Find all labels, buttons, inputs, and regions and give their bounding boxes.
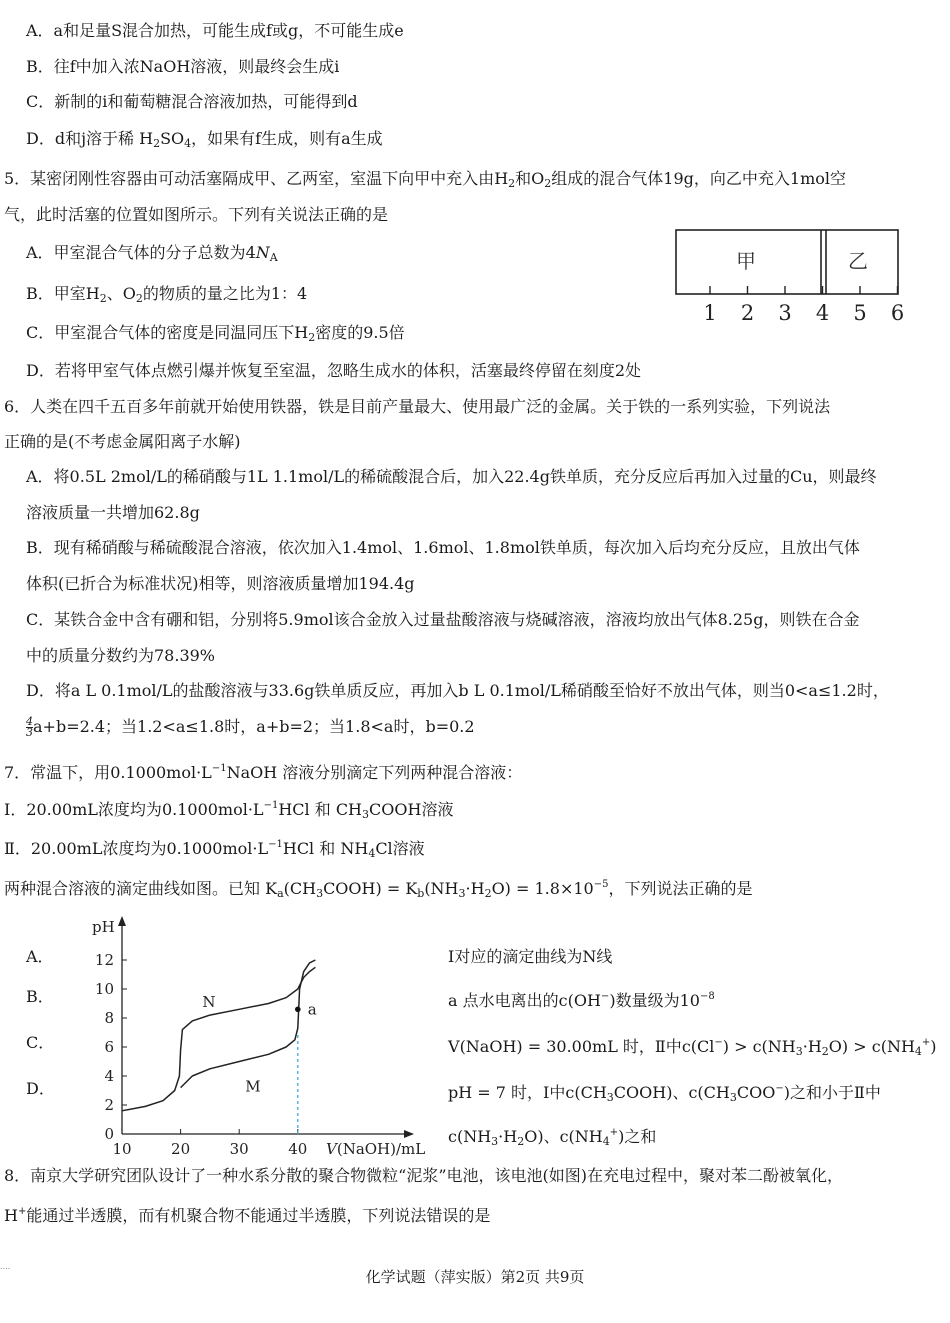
q5-option-c: C．甲室混合气体的密度是同温同压下$H_2$密度的9.5倍 xyxy=(26,323,405,344)
q6-option-b-line1: B．现有稀硝酸与稀硫酸混合溶液，依次加入1.4mol、1.6mol、1.8mol铁单质，每次加入后均充分反应，且放出气体 xyxy=(26,538,860,557)
q5-stem-line2: 气，此时活塞的位置如图所示。下列有关说法正确的是 xyxy=(4,205,389,224)
chart-axes xyxy=(92,916,425,1158)
q6-option-b-line2: 体积(已折合为标准状况)相等，则溶液质量增加194.4g xyxy=(26,574,415,593)
chart-ticks xyxy=(95,951,307,1158)
q7-option-b-letter: B． xyxy=(26,987,54,1006)
q6-option-c-line2: 中的质量分数约为78.39% xyxy=(26,646,216,665)
series-M-line xyxy=(181,960,316,1088)
x-tick-label-40: 40 xyxy=(288,1140,308,1158)
q6-option-a-line1: A．将0.5L 2mol/L的稀硝酸与1L 1.1mol/L的稀硫酸混合后，加入22.4g铁单质，充分反应后再加入过量的Cu，则最终 xyxy=(26,467,877,486)
fraction-four-thirds: $\frac{4}{3}$ xyxy=(26,715,33,739)
point-a-label: a xyxy=(307,1000,317,1019)
q8-stem-line2: H+能通过半透膜，而有机聚合物不能通过半透膜，下列说法错误的是 xyxy=(4,1206,491,1225)
q5-option-b: B．甲室$H_2$、$O_2$的物质的量之比为1：4 xyxy=(26,284,308,305)
formula-h2so4: $H_2SO_4$ xyxy=(139,129,192,150)
q5-option-d: D．若将甲室气体点燃引爆并恢复至室温，忽略生成水的体积，活塞最终停留在刻度2处 xyxy=(26,361,642,380)
q7-option-c-text: V(NaOH) = 30.00mL 时，Ⅱ中$c(Cl^-) > c(NH_3\cdot H_2O) > c(NH_4^+)$ xyxy=(448,1037,937,1058)
y-tick-label-4: 4 xyxy=(104,1067,114,1085)
x-axis-arrow xyxy=(404,1130,414,1138)
chamber-jia-label: 甲 xyxy=(736,249,756,273)
series-N-line xyxy=(122,967,315,1111)
piston-tick-label-1: 1 xyxy=(703,301,717,325)
x-tick-label-20: 20 xyxy=(171,1140,191,1158)
q7-option-b-text: a 点水电离出的c(OH−)数量级为$10^{-8}$ xyxy=(448,991,715,1010)
x-axis-label: V(NaOH)/mL xyxy=(326,1140,426,1158)
q7-option-a-text: Ⅰ对应的滴定曲线为N线 xyxy=(448,947,613,966)
q7-solution-ii: Ⅱ．20.00mL浓度均为$0.1000mol\cdot L^{-1}HCl$ 和 $NH_4Cl$溶液 xyxy=(4,839,425,860)
y-tick-label-12: 12 xyxy=(94,951,114,969)
y-tick-label-10: 10 xyxy=(94,980,114,998)
page-footer: 化学试题（萍实版）第2页 共9页 xyxy=(365,1268,585,1286)
margin-mark: .... xyxy=(0,1262,11,1271)
q7-option-d-text-line2: $c(NH_3\cdot H_2O)$、$c(NH_4^+)$之和 xyxy=(448,1127,657,1148)
chamber-yi-label: 乙 xyxy=(848,249,868,273)
piston-scale xyxy=(703,286,904,325)
piston-tick-label-2: 2 xyxy=(740,301,755,325)
point-a xyxy=(295,1007,301,1013)
q6-option-d-line2: $\frac{4}{3}$ a+b=2.4；当1.2<a≤1.8时，a+b=2；当1.8<a时，b=0.2 xyxy=(26,715,475,739)
series-N-label: N xyxy=(202,992,216,1011)
q5-option-a: A．甲室混合气体的分子总数为$4N_A$ xyxy=(26,243,278,264)
q6-option-d-line1: D．将a L 0.1mol/L的盐酸溶液与33.6g铁单质反应，再加入b L 0.1mol/L稀硝酸至恰好不放出气体，则当0<a≤1.2时， xyxy=(26,681,889,700)
q7-solution-i: Ⅰ．20.00mL浓度均为$0.1000mol\cdot L^{-1}HCl$ 和 $CH_3COOH$溶液 xyxy=(4,800,454,821)
y-tick-label-2: 2 xyxy=(104,1096,114,1114)
q6-stem-line1: 6．人类在四千五百多年前就开始使用铁器，铁是目前产量最大、使用最广泛的金属。关于铁的一系列实验，下列说法 xyxy=(4,397,831,416)
q6-option-c-line1: C．某铁合金中含有硼和铝，分别将5.9mol该合金放入过量盐酸溶液与烧碱溶液，溶液均放出气体8.25g，则铁在合金 xyxy=(26,610,860,629)
chart-series xyxy=(122,960,315,1111)
piston-tick-label-4: 4 xyxy=(815,301,830,325)
q7-option-a-letter: A． xyxy=(26,947,54,966)
ka-kb-equation: $K_a(CH_3COOH) = K_b(NH_3\cdot H_2O) = 1.8\times 10^{-5}$ xyxy=(265,879,609,900)
y-tick-label-6: 6 xyxy=(104,1038,114,1056)
formula-o2: $O_2$ xyxy=(531,169,552,190)
x-tick-label-30: 30 xyxy=(229,1140,249,1158)
q5-stem-line1: 5．某密闭刚性容器由可动活塞隔成甲、乙两室，室温下向甲中充入由$H_2$和$O_2$组成的混合气体19g，向乙中充入1mol空 xyxy=(4,169,846,190)
formula-nh4cl: $NH_4Cl$ xyxy=(340,839,393,860)
piston-tick-label-6: 6 xyxy=(890,301,905,325)
y-tick-label-8: 8 xyxy=(104,1009,114,1027)
q7-option-d-text-line1: pH = 7 时，Ⅰ中$c(CH_3COOH)$、$c(CH_3COO^-)$之和小于Ⅱ中 xyxy=(448,1083,881,1104)
piston-tick-label-5: 5 xyxy=(853,301,867,325)
formula-h2: $H_2$ xyxy=(494,169,516,190)
piston-container-figure xyxy=(670,224,910,329)
q6-option-a-line2: 溶液质量一共增加62.8g xyxy=(26,503,200,522)
y-axis-arrow xyxy=(118,916,126,926)
q7-option-c-letter: C． xyxy=(26,1033,55,1052)
q8-stem-line1: 8．南京大学研究团队设计了一种水系分散的聚合物微粒“泥浆”电池，该电池(如图)在充电过程中，聚对苯二酚被氧化， xyxy=(4,1166,844,1185)
piston-tick-label-3: 3 xyxy=(778,301,792,325)
q4-option-d: D．d和j溶于稀 $H_2SO_4$，如果有f生成，则有a生成 xyxy=(26,129,383,150)
series-M-label: M xyxy=(245,1077,261,1096)
q7-option-d-letter: D． xyxy=(26,1079,55,1098)
q4-option-c: C．新制的i和葡萄糖混合溶液加热，可能得到d xyxy=(26,92,358,111)
q7-known-line: 两种混合溶液的滴定曲线如图。已知 $K_a(CH_3COOH) = K_b(NH_3\cdot H_2O) = 1.8\times 10^{-5}$，下列说法正确的是 xyxy=(4,879,753,900)
q6-stem-line2: 正确的是(不考虑金属阳离子水解) xyxy=(4,432,241,451)
x-tick-label-10: 10 xyxy=(112,1140,132,1158)
q7-stem: 7．常温下，用$0.1000mol\cdot L^{-1}NaOH$ 溶液分别滴定下列两种混合溶液： xyxy=(4,763,523,782)
ph-titration-chart xyxy=(88,912,428,1162)
q4-option-b: B．往f中加入浓NaOH溶液，则最终会生成i xyxy=(26,57,340,76)
q4-option-a: A．a和足量S混合加热，可能生成f或g，不可能生成e xyxy=(26,21,404,40)
y-tick-label-0: 0 xyxy=(104,1125,114,1143)
y-axis-label: pH xyxy=(92,918,115,936)
formula-ch3cooh: $CH_3COOH$ xyxy=(335,800,422,821)
